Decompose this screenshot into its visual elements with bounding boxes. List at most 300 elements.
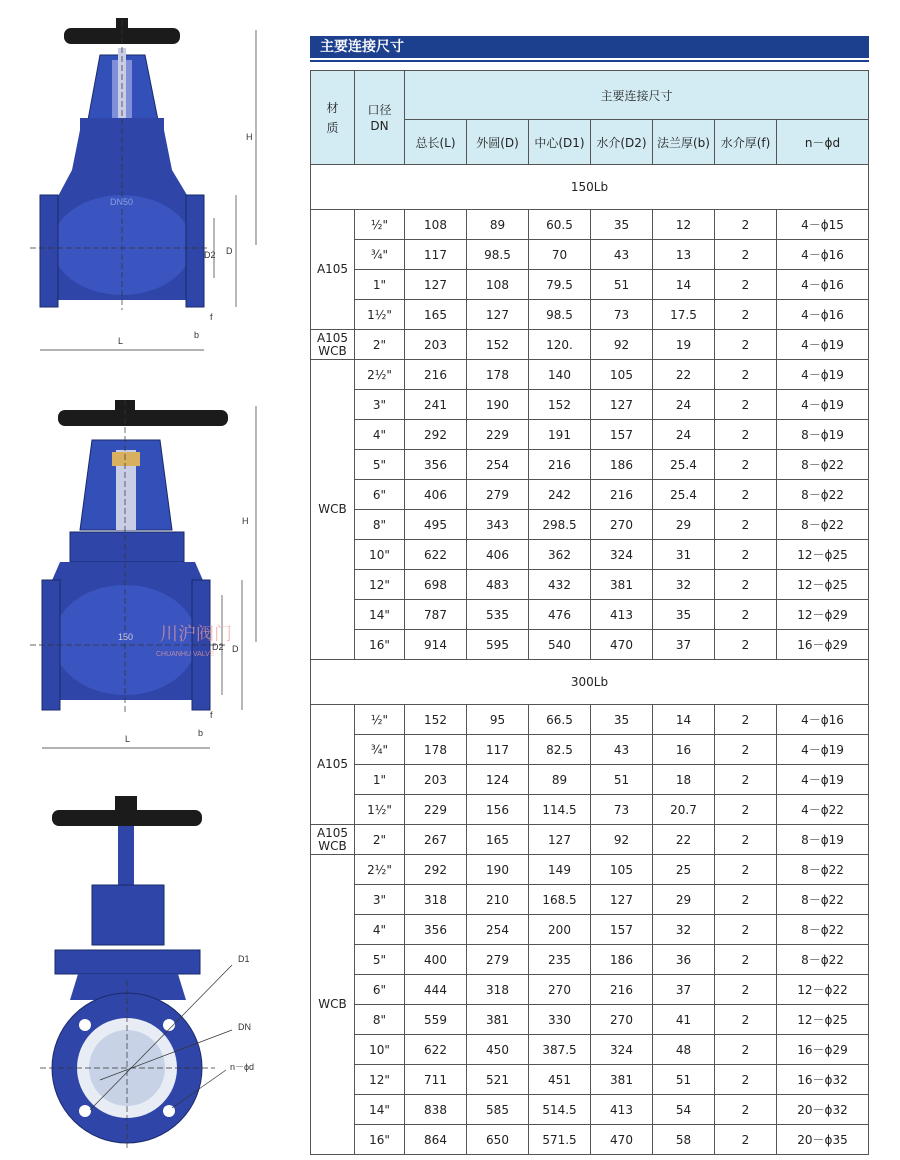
table-row — [311, 1095, 869, 1125]
table-row — [311, 630, 869, 660]
value-cell: 571.5 — [529, 1125, 591, 1155]
value-cell: 108 — [405, 210, 467, 240]
watermark-sub: CHUANHU VALVE — [156, 651, 215, 658]
value-cell: 540 — [529, 630, 591, 660]
value-cell: 2 — [715, 420, 777, 450]
value-cell: 165 — [467, 825, 529, 855]
value-cell: 16－ϕ29 — [777, 1035, 869, 1065]
value-cell: 149 — [529, 855, 591, 885]
value-cell: 2 — [715, 480, 777, 510]
value-cell: 98.5 — [467, 240, 529, 270]
value-cell: 105 — [591, 855, 653, 885]
value-cell: 8－ϕ19 — [777, 420, 869, 450]
value-cell: 43 — [591, 735, 653, 765]
value-cell: 12－ϕ25 — [777, 570, 869, 600]
value-cell: 24 — [653, 390, 715, 420]
dn-cell: 5" — [355, 945, 405, 975]
value-cell: 73 — [591, 300, 653, 330]
value-cell: 157 — [591, 420, 653, 450]
table-row — [311, 1065, 869, 1095]
table-row — [311, 825, 869, 855]
table-row — [311, 270, 869, 300]
table-row — [311, 300, 869, 330]
table-row — [311, 1125, 869, 1155]
section-title-bar — [310, 36, 869, 58]
value-cell: 711 — [405, 1065, 467, 1095]
value-cell: 22 — [653, 825, 715, 855]
value-cell: 470 — [591, 630, 653, 660]
value-cell: 2 — [715, 240, 777, 270]
dn-cell: 1½" — [355, 795, 405, 825]
value-cell: 89 — [529, 765, 591, 795]
d1-label-L: L — [118, 336, 124, 346]
value-cell: 25.4 — [653, 480, 715, 510]
material-cell: WCB — [311, 855, 355, 1155]
value-cell: 19 — [653, 330, 715, 360]
value-cell: 413 — [591, 1095, 653, 1125]
value-cell: 406 — [467, 540, 529, 570]
d1-label-D: D — [226, 246, 233, 256]
value-cell: 29 — [653, 510, 715, 540]
header-col: 法兰厚(b) — [653, 120, 715, 165]
value-cell: 585 — [467, 1095, 529, 1125]
value-cell: 444 — [405, 975, 467, 1005]
value-cell: 89 — [467, 210, 529, 240]
value-cell: 254 — [467, 915, 529, 945]
value-cell: 2 — [715, 540, 777, 570]
value-cell: 37 — [653, 630, 715, 660]
pressure-class-row — [311, 165, 869, 210]
value-cell: 838 — [405, 1095, 467, 1125]
watermark: 川沪阀门 — [160, 624, 232, 644]
table-body — [311, 165, 869, 1155]
value-cell: 229 — [405, 795, 467, 825]
value-cell: 20.7 — [653, 795, 715, 825]
dn-cell: 6" — [355, 975, 405, 1005]
value-cell: 127 — [591, 885, 653, 915]
dn-cell: ½" — [355, 705, 405, 735]
value-cell: 51 — [591, 765, 653, 795]
value-cell: 35 — [591, 210, 653, 240]
value-cell: 267 — [405, 825, 467, 855]
header-col: 水介厚(f) — [715, 120, 777, 165]
material-cell: WCB — [311, 360, 355, 660]
value-cell: 60.5 — [529, 210, 591, 240]
value-cell: 4－ϕ16 — [777, 705, 869, 735]
value-cell: 2 — [715, 885, 777, 915]
header-col: n－ϕd — [777, 120, 869, 165]
table-row — [311, 510, 869, 540]
value-cell: 79.5 — [529, 270, 591, 300]
value-cell: 8－ϕ22 — [777, 855, 869, 885]
value-cell: 18 — [653, 765, 715, 795]
value-cell: 2 — [715, 270, 777, 300]
dn-cell: 6" — [355, 480, 405, 510]
value-cell: 324 — [591, 1035, 653, 1065]
value-cell: 864 — [405, 1125, 467, 1155]
value-cell: 2 — [715, 825, 777, 855]
table-row — [311, 540, 869, 570]
value-cell: 413 — [591, 600, 653, 630]
d1-label-D2: D2 — [204, 250, 216, 260]
table-row — [311, 330, 869, 360]
value-cell: 32 — [653, 570, 715, 600]
value-cell: 32 — [653, 915, 715, 945]
value-cell: 216 — [591, 480, 653, 510]
value-cell: 51 — [653, 1065, 715, 1095]
value-cell: 12－ϕ25 — [777, 540, 869, 570]
table-row — [311, 390, 869, 420]
value-cell: 330 — [529, 1005, 591, 1035]
dn-cell: 2½" — [355, 360, 405, 390]
d2-label-f: f — [210, 710, 213, 720]
value-cell: 54 — [653, 1095, 715, 1125]
value-cell: 2 — [715, 915, 777, 945]
value-cell: 186 — [591, 945, 653, 975]
d3-label-D1: D1 — [238, 954, 250, 964]
table-row — [311, 450, 869, 480]
header-col: 中心(D1) — [529, 120, 591, 165]
value-cell: 292 — [405, 420, 467, 450]
value-cell: 270 — [591, 1005, 653, 1035]
value-cell: 241 — [405, 390, 467, 420]
value-cell: 157 — [591, 915, 653, 945]
value-cell: 70 — [529, 240, 591, 270]
value-cell: 8－ϕ22 — [777, 885, 869, 915]
value-cell: 2 — [715, 210, 777, 240]
value-cell: 120. — [529, 330, 591, 360]
value-cell: 190 — [467, 855, 529, 885]
value-cell: 254 — [467, 450, 529, 480]
d3-label-nd: n－ϕd — [230, 1062, 255, 1072]
value-cell: 914 — [405, 630, 467, 660]
value-cell: 2 — [715, 1125, 777, 1155]
d1-stamp: DN50 — [110, 197, 134, 207]
drawing-2 — [30, 400, 256, 748]
table-row — [311, 1005, 869, 1035]
value-cell: 216 — [591, 975, 653, 1005]
value-cell: 43 — [591, 240, 653, 270]
dn-cell: 2" — [355, 330, 405, 360]
value-cell: 92 — [591, 825, 653, 855]
value-cell: 495 — [405, 510, 467, 540]
value-cell: 152 — [529, 390, 591, 420]
table-row — [311, 480, 869, 510]
pressure-class-label: 300Lb — [311, 660, 869, 705]
value-cell: 406 — [405, 480, 467, 510]
value-cell: 66.5 — [529, 705, 591, 735]
value-cell: 2 — [715, 765, 777, 795]
dn-cell: 10" — [355, 1035, 405, 1065]
value-cell: 127 — [529, 825, 591, 855]
value-cell: 25 — [653, 855, 715, 885]
dn-cell: 12" — [355, 570, 405, 600]
value-cell: 82.5 — [529, 735, 591, 765]
material-cell: A105 WCB — [311, 330, 355, 360]
material-cell: A105 — [311, 705, 355, 825]
valve-drawings — [0, 0, 300, 1160]
dn-cell: 14" — [355, 1095, 405, 1125]
value-cell: 8－ϕ22 — [777, 480, 869, 510]
value-cell: 483 — [467, 570, 529, 600]
value-cell: 35 — [653, 600, 715, 630]
value-cell: 37 — [653, 975, 715, 1005]
value-cell: 48 — [653, 1035, 715, 1065]
dn-cell: 10" — [355, 540, 405, 570]
value-cell: 156 — [467, 795, 529, 825]
table-row — [311, 735, 869, 765]
value-cell: 2 — [715, 735, 777, 765]
value-cell: 4－ϕ19 — [777, 360, 869, 390]
value-cell: 698 — [405, 570, 467, 600]
value-cell: 8－ϕ22 — [777, 945, 869, 975]
value-cell: 2 — [715, 795, 777, 825]
value-cell: 31 — [653, 540, 715, 570]
value-cell: 270 — [529, 975, 591, 1005]
value-cell: 165 — [405, 300, 467, 330]
header-col: 总长(L) — [405, 120, 467, 165]
table-row — [311, 240, 869, 270]
table-row — [311, 915, 869, 945]
value-cell: 235 — [529, 945, 591, 975]
value-cell: 381 — [591, 1065, 653, 1095]
header-group: 主要连接尺寸 — [405, 71, 869, 120]
header-material: 材 质 — [311, 71, 355, 165]
dn-cell: 4" — [355, 420, 405, 450]
value-cell: 12－ϕ29 — [777, 600, 869, 630]
value-cell: 14 — [653, 270, 715, 300]
drawing-3 — [40, 796, 254, 1150]
value-cell: 298.5 — [529, 510, 591, 540]
value-cell: 324 — [591, 540, 653, 570]
value-cell: 92 — [591, 330, 653, 360]
value-cell: 2 — [715, 1065, 777, 1095]
dn-cell: ½" — [355, 210, 405, 240]
value-cell: 356 — [405, 450, 467, 480]
value-cell: 8－ϕ22 — [777, 915, 869, 945]
value-cell: 12－ϕ25 — [777, 1005, 869, 1035]
value-cell: 400 — [405, 945, 467, 975]
dn-cell: 8" — [355, 510, 405, 540]
value-cell: 203 — [405, 330, 467, 360]
value-cell: 16－ϕ29 — [777, 630, 869, 660]
dn-cell: ¾" — [355, 240, 405, 270]
value-cell: 114.5 — [529, 795, 591, 825]
value-cell: 127 — [591, 390, 653, 420]
value-cell: 318 — [405, 885, 467, 915]
valve-drawings-svg — [0, 0, 300, 1160]
value-cell: 8－ϕ22 — [777, 510, 869, 540]
header-dn: 口径 DN — [355, 71, 405, 165]
table-row — [311, 360, 869, 390]
table-row — [311, 1035, 869, 1065]
dimension-table — [310, 70, 869, 1155]
dn-cell: 1½" — [355, 300, 405, 330]
value-cell: 343 — [467, 510, 529, 540]
dn-cell: 2½" — [355, 855, 405, 885]
value-cell: 2 — [715, 1035, 777, 1065]
value-cell: 98.5 — [529, 300, 591, 330]
value-cell: 242 — [529, 480, 591, 510]
value-cell: 432 — [529, 570, 591, 600]
value-cell: 152 — [405, 705, 467, 735]
value-cell: 535 — [467, 600, 529, 630]
value-cell: 24 — [653, 420, 715, 450]
value-cell: 200 — [529, 915, 591, 945]
value-cell: 216 — [529, 450, 591, 480]
value-cell: 2 — [715, 300, 777, 330]
value-cell: 35 — [591, 705, 653, 735]
value-cell: 4－ϕ19 — [777, 735, 869, 765]
table-row — [311, 420, 869, 450]
dn-cell: 16" — [355, 630, 405, 660]
value-cell: 108 — [467, 270, 529, 300]
table-row — [311, 570, 869, 600]
value-cell: 362 — [529, 540, 591, 570]
d3-label-DN: DN — [238, 1022, 251, 1032]
d2-label-L: L — [125, 734, 131, 744]
value-cell: 470 — [591, 1125, 653, 1155]
value-cell: 4－ϕ16 — [777, 300, 869, 330]
dn-cell: 5" — [355, 450, 405, 480]
value-cell: 22 — [653, 360, 715, 390]
value-cell: 210 — [467, 885, 529, 915]
value-cell: 650 — [467, 1125, 529, 1155]
value-cell: 168.5 — [529, 885, 591, 915]
value-cell: 2 — [715, 1095, 777, 1125]
dn-cell: ¾" — [355, 735, 405, 765]
d1-label-b: b — [194, 330, 200, 340]
value-cell: 16 — [653, 735, 715, 765]
table-row — [311, 885, 869, 915]
value-cell: 14 — [653, 705, 715, 735]
table-row — [311, 210, 869, 240]
value-cell: 4－ϕ22 — [777, 795, 869, 825]
table-row — [311, 975, 869, 1005]
value-cell: 117 — [467, 735, 529, 765]
value-cell: 2 — [715, 450, 777, 480]
pressure-class-label: 150Lb — [311, 165, 869, 210]
value-cell: 595 — [467, 630, 529, 660]
value-cell: 20－ϕ35 — [777, 1125, 869, 1155]
value-cell: 476 — [529, 600, 591, 630]
value-cell: 2 — [715, 390, 777, 420]
value-cell: 2 — [715, 855, 777, 885]
value-cell: 127 — [467, 300, 529, 330]
d2-stamp: 150 — [118, 632, 134, 642]
d2-label-b: b — [198, 728, 204, 738]
value-cell: 2 — [715, 630, 777, 660]
value-cell: 559 — [405, 1005, 467, 1035]
value-cell: 127 — [405, 270, 467, 300]
value-cell: 451 — [529, 1065, 591, 1095]
value-cell: 514.5 — [529, 1095, 591, 1125]
value-cell: 450 — [467, 1035, 529, 1065]
value-cell: 13 — [653, 240, 715, 270]
value-cell: 2 — [715, 570, 777, 600]
value-cell: 105 — [591, 360, 653, 390]
value-cell: 140 — [529, 360, 591, 390]
value-cell: 41 — [653, 1005, 715, 1035]
value-cell: 4－ϕ19 — [777, 330, 869, 360]
header-col: 外圆(D) — [467, 120, 529, 165]
value-cell: 270 — [591, 510, 653, 540]
dn-cell: 12" — [355, 1065, 405, 1095]
table-row — [311, 945, 869, 975]
dn-cell: 2" — [355, 825, 405, 855]
value-cell: 216 — [405, 360, 467, 390]
value-cell: 12 — [653, 210, 715, 240]
dn-cell: 4" — [355, 915, 405, 945]
value-cell: 25.4 — [653, 450, 715, 480]
value-cell: 2 — [715, 600, 777, 630]
value-cell: 178 — [405, 735, 467, 765]
d2-label-D: D — [232, 644, 239, 654]
value-cell: 191 — [529, 420, 591, 450]
value-cell: 318 — [467, 975, 529, 1005]
dn-cell: 1" — [355, 765, 405, 795]
table-row — [311, 600, 869, 630]
value-cell: 279 — [467, 480, 529, 510]
dn-cell: 1" — [355, 270, 405, 300]
value-cell: 292 — [405, 855, 467, 885]
value-cell: 73 — [591, 795, 653, 825]
value-cell: 58 — [653, 1125, 715, 1155]
d2-label-D2: D2 — [212, 642, 224, 652]
value-cell: 279 — [467, 945, 529, 975]
material-cell: A105 — [311, 210, 355, 330]
dn-cell: 3" — [355, 885, 405, 915]
table-row — [311, 765, 869, 795]
value-cell: 521 — [467, 1065, 529, 1095]
value-cell: 2 — [715, 360, 777, 390]
value-cell: 356 — [405, 915, 467, 945]
value-cell: 4－ϕ19 — [777, 765, 869, 795]
value-cell: 36 — [653, 945, 715, 975]
d1-label-H: H — [246, 132, 253, 142]
dn-cell: 16" — [355, 1125, 405, 1155]
value-cell: 2 — [715, 945, 777, 975]
section-title: 主要连接尺寸 — [320, 39, 404, 55]
table-row — [311, 705, 869, 735]
value-cell: 8－ϕ19 — [777, 825, 869, 855]
dn-cell: 3" — [355, 390, 405, 420]
value-cell: 20－ϕ32 — [777, 1095, 869, 1125]
value-cell: 16－ϕ32 — [777, 1065, 869, 1095]
table-row — [311, 855, 869, 885]
d1-label-f: f — [210, 312, 213, 322]
pressure-class-row — [311, 660, 869, 705]
value-cell: 12－ϕ22 — [777, 975, 869, 1005]
value-cell: 2 — [715, 330, 777, 360]
value-cell: 2 — [715, 975, 777, 1005]
value-cell: 387.5 — [529, 1035, 591, 1065]
value-cell: 622 — [405, 1035, 467, 1065]
value-cell: 229 — [467, 420, 529, 450]
value-cell: 95 — [467, 705, 529, 735]
value-cell: 51 — [591, 270, 653, 300]
material-cell: A105 WCB — [311, 825, 355, 855]
value-cell: 190 — [467, 390, 529, 420]
value-cell: 622 — [405, 540, 467, 570]
value-cell: 4－ϕ16 — [777, 270, 869, 300]
value-cell: 186 — [591, 450, 653, 480]
value-cell: 4－ϕ19 — [777, 390, 869, 420]
header-col: 水介(D2) — [591, 120, 653, 165]
dn-cell: 14" — [355, 600, 405, 630]
dn-cell: 8" — [355, 1005, 405, 1035]
drawing-1 — [30, 18, 256, 350]
